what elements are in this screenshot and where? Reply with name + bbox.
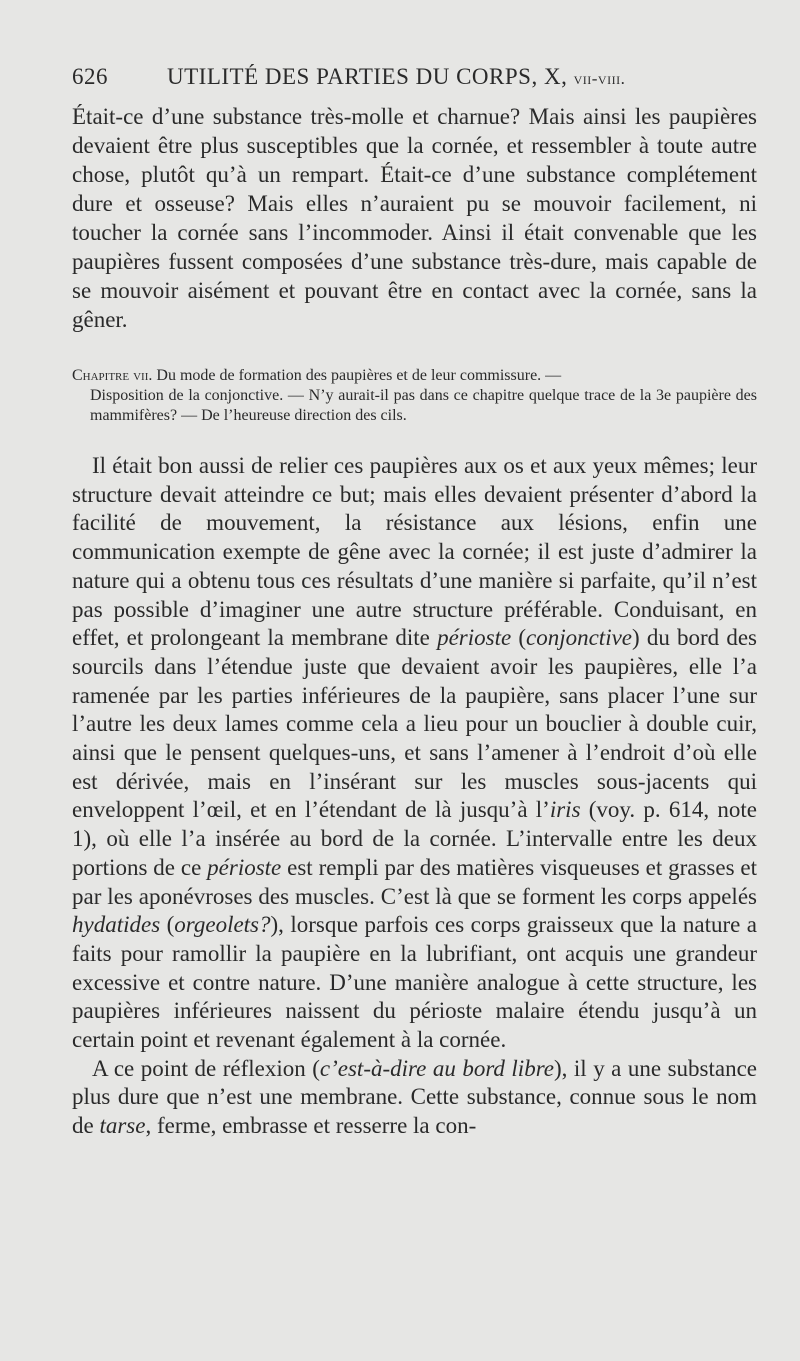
text-run: ), il y a une substance plus dure que n’est une membrane. Cette substance, connue sous le nom de bbox=[72, 1055, 758, 1139]
italic-term: tarse bbox=[99, 1113, 146, 1139]
chapter-summary-line1: Du mode de formation des paupières et de leur commissure. — bbox=[156, 367, 562, 384]
italic-term: c’est-à-dire au bord libre bbox=[319, 1055, 555, 1081]
main-body bbox=[72, 452, 757, 1141]
italic-term: conjonctive bbox=[526, 625, 633, 651]
text-run: ( bbox=[160, 912, 175, 938]
chapter-label: Chapitre vii. bbox=[72, 367, 153, 384]
italic-term: périoste bbox=[207, 854, 282, 880]
italic-term: iris bbox=[549, 797, 581, 823]
running-header bbox=[72, 64, 762, 90]
chapter-range: vii-viii. bbox=[573, 69, 626, 88]
chapter-summary bbox=[72, 366, 757, 426]
italic-term: orgeolets? bbox=[174, 912, 271, 938]
chapter-summary-line2: Disposition de la conjonctive. — N’y aurait-il pas dans ce chapitre quelque trace de la 3e paupière des mammifères? — De l’heureuse direction des cils. bbox=[90, 387, 757, 424]
text-run: ( bbox=[511, 625, 526, 651]
italic-term: hydatides bbox=[72, 912, 161, 938]
intro-paragraph bbox=[72, 102, 757, 334]
paragraph-1 bbox=[72, 452, 757, 1055]
intro-text: Était-ce d’une substance très-molle et charnue? Mais ainsi les paupières devaient être plus susceptibles que la cornée, et ressembler à toute autre chose, plutôt qu’à un rempart. Était-ce d’une substance complétement dure et osseuse? Mais elles n’auraient pu se mouvoir facilement, ni toucher la cornée sans l’incommoder. Ainsi il était convenable que les paupières fussent composées d’une substance très-dure, mais capable de se mouvoir aisément et pouvant être en contact avec la cornée, sans la gêner. bbox=[72, 104, 757, 332]
text-run: ) du bord des sourcils dans l’étendue juste que devaient avoir les paupières, elle l’a ramenée par les parties inférieures de la paupière, sans placer l’une sur l’autre les deux lames comme cela a lieu pour un bouclier à double cuir, ainsi que le pensent quelques-uns, et sans l’amener à l’endroit d’où elle est dérivée, mais en l’insérant sur les muscles sous-jacents qui enveloppent l’œil, et en l’étendant de là jusqu’à l’ bbox=[72, 625, 757, 823]
text-run: , ferme, embrasse et resserre la con- bbox=[145, 1113, 477, 1139]
paragraph-2 bbox=[72, 1055, 757, 1141]
text-run: ), lorsque parfois ces corps graisseux que la nature a faits pour ramollir la paupière en la lubrifiant, ont acquis une grandeur excessive et contre nature. D’une manière analogue à cette structure, les paupières inférieures naissent du périoste malaire étendu jusqu’à un certain point et revenant également à la cornée. bbox=[72, 912, 757, 1053]
page-number: 626 bbox=[72, 64, 108, 89]
text-run: A ce point de réflexion ( bbox=[92, 1055, 320, 1081]
text-run: Il était bon aussi de relier ces paupières aux os et aux yeux mêmes; leur structure devait atteindre ce but; mais elles devaient présenter d’abord la facilité de mouvement, la résistance aux lésions, enfin une communication exempte de gêne avec la cornée; il est juste d’admirer la nature qui a obtenu tous ces résultats d’une manière si parfaite, qu’il n’est pas possible d’imaginer une autre structure préférable. Conduisant, en effet, et prolongeant la membrane dite bbox=[72, 453, 757, 651]
running-title: UTILITÉ DES PARTIES DU CORPS, X, bbox=[167, 64, 568, 89]
text-run: (voy. p. 614, note 1), où elle l’a insérée au bord de la cornée. L’intervalle entre les deux portions de ce bbox=[72, 797, 757, 880]
italic-term: périoste bbox=[437, 625, 512, 651]
text-run: est rempli par des matières visqueuses et grasses et par les aponévroses des muscles. C’est là que se forment les corps appelés bbox=[72, 854, 757, 909]
